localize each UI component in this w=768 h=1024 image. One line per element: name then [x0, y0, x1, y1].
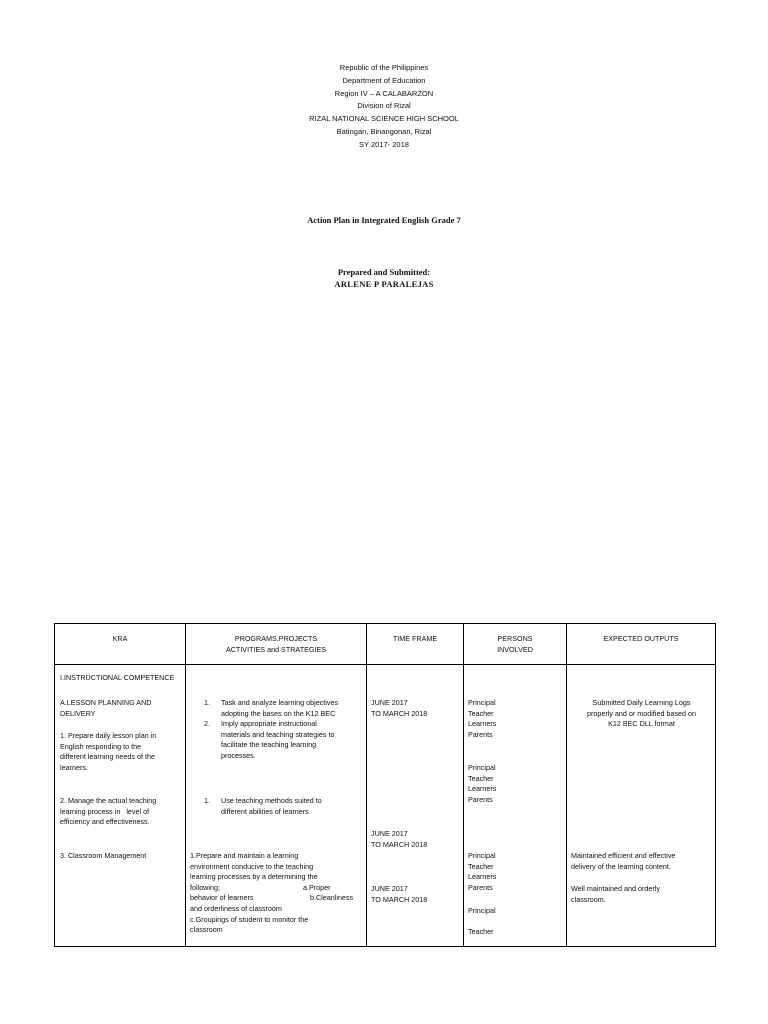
column-header-programs: PROGRAMS,PROJECTS ACTIVITIES and STRATEGIES — [186, 624, 367, 665]
column-header-kra: KRA — [55, 624, 186, 665]
header-line-school-year: SY 2017- 2018 — [359, 139, 409, 149]
column-header-time-frame: TIME FRAME — [367, 624, 464, 665]
header-line-school: RIZAL NATIONAL SCIENCE HIGH SCHOOL — [309, 114, 459, 124]
kra-item-3: 3. Classroom Management — [60, 851, 147, 860]
persons-group-3: Principal Teacher Learners Parents — [468, 851, 497, 892]
prepared-block — [0, 266, 768, 290]
program-item-3: Use teaching methods suited to different abilities of learners — [221, 796, 322, 816]
table-header-row — [55, 624, 716, 665]
programs-cell — [186, 665, 367, 947]
header-line-division: Division of Rizal — [357, 101, 411, 111]
header-line-address: Batingan, Binangonan, Rizal — [336, 126, 432, 136]
persons-cell — [464, 665, 567, 947]
kra-item-1: 1. Prepare daily lesson plan in English responding to the different learning needs of the learners. — [60, 731, 157, 772]
output-item-3: Well maintained and orderly classroom. — [571, 884, 660, 904]
output-item-2: Maintained efficient and effective delivery of the learning content. — [571, 851, 676, 871]
document-header — [0, 62, 768, 152]
program-item-1: Task and analyze learning objectives adopting the bases on the K12 BEC — [221, 698, 339, 718]
program-item-3-number: 1. — [204, 796, 210, 805]
outputs-cell — [567, 665, 716, 947]
kra-section: I.INSTRUCTIONAL COMPETENCE — [60, 673, 175, 682]
program-item-4: 1.Prepare and maintain a learning environment conducive to the teaching learning processes by a determining the following; a.Proper behavior of learners b.Cleanliness and orderliness of classroom c.Groupings of student to monitor the classroom — [190, 851, 354, 935]
kra-subsection: A.LESSON PLANNING AND DELIVERY — [60, 698, 152, 718]
kra-item-2: 2. Manage the actual teaching learning process in level of efficiency and effectiveness. — [60, 796, 157, 827]
output-item-1: Submitted Daily Learning Logs properly and or modified based on K12 BEC DLL format — [586, 698, 697, 729]
persons-group-2: Principal Teacher Learners Parents — [468, 763, 497, 804]
program-item-2-number: 2. — [204, 719, 210, 728]
header-line-region: Region IV – A CALABARZON — [334, 88, 434, 98]
table-row — [55, 665, 716, 947]
header-line-republic: Republic of the Philippines — [339, 63, 429, 72]
time-frame-2: JUNE 2017 TO MARCH 2018 — [371, 829, 428, 849]
column-header-persons: PERSONS INVOLVED — [464, 624, 567, 665]
time-frame-3: JUNE 2017 TO MARCH 2018 — [371, 884, 428, 904]
prepared-name: ARLENE P PARALEJAS — [334, 279, 434, 289]
program-item-2: Imply appropriate instructional materials and teaching strategies to facilitate the teaching learning processes. — [221, 719, 335, 760]
time-frame-1: JUNE 2017 TO MARCH 2018 — [371, 698, 428, 718]
persons-group-4: Principal Teacher — [468, 906, 496, 937]
persons-group-1: Principal Teacher Learners Parents — [468, 698, 497, 739]
document-title: Action Plan in Integrated English Grade 7 — [307, 215, 461, 225]
time-frame-cell — [367, 665, 464, 947]
program-item-1-number: 1. — [204, 698, 210, 707]
column-header-outputs: EXPECTED OUTPUTS — [567, 624, 716, 665]
header-line-department: Department of Education — [342, 75, 426, 85]
kra-cell — [55, 665, 186, 947]
action-plan-table — [54, 623, 716, 947]
prepared-label: Prepared and Submitted: — [337, 267, 431, 277]
